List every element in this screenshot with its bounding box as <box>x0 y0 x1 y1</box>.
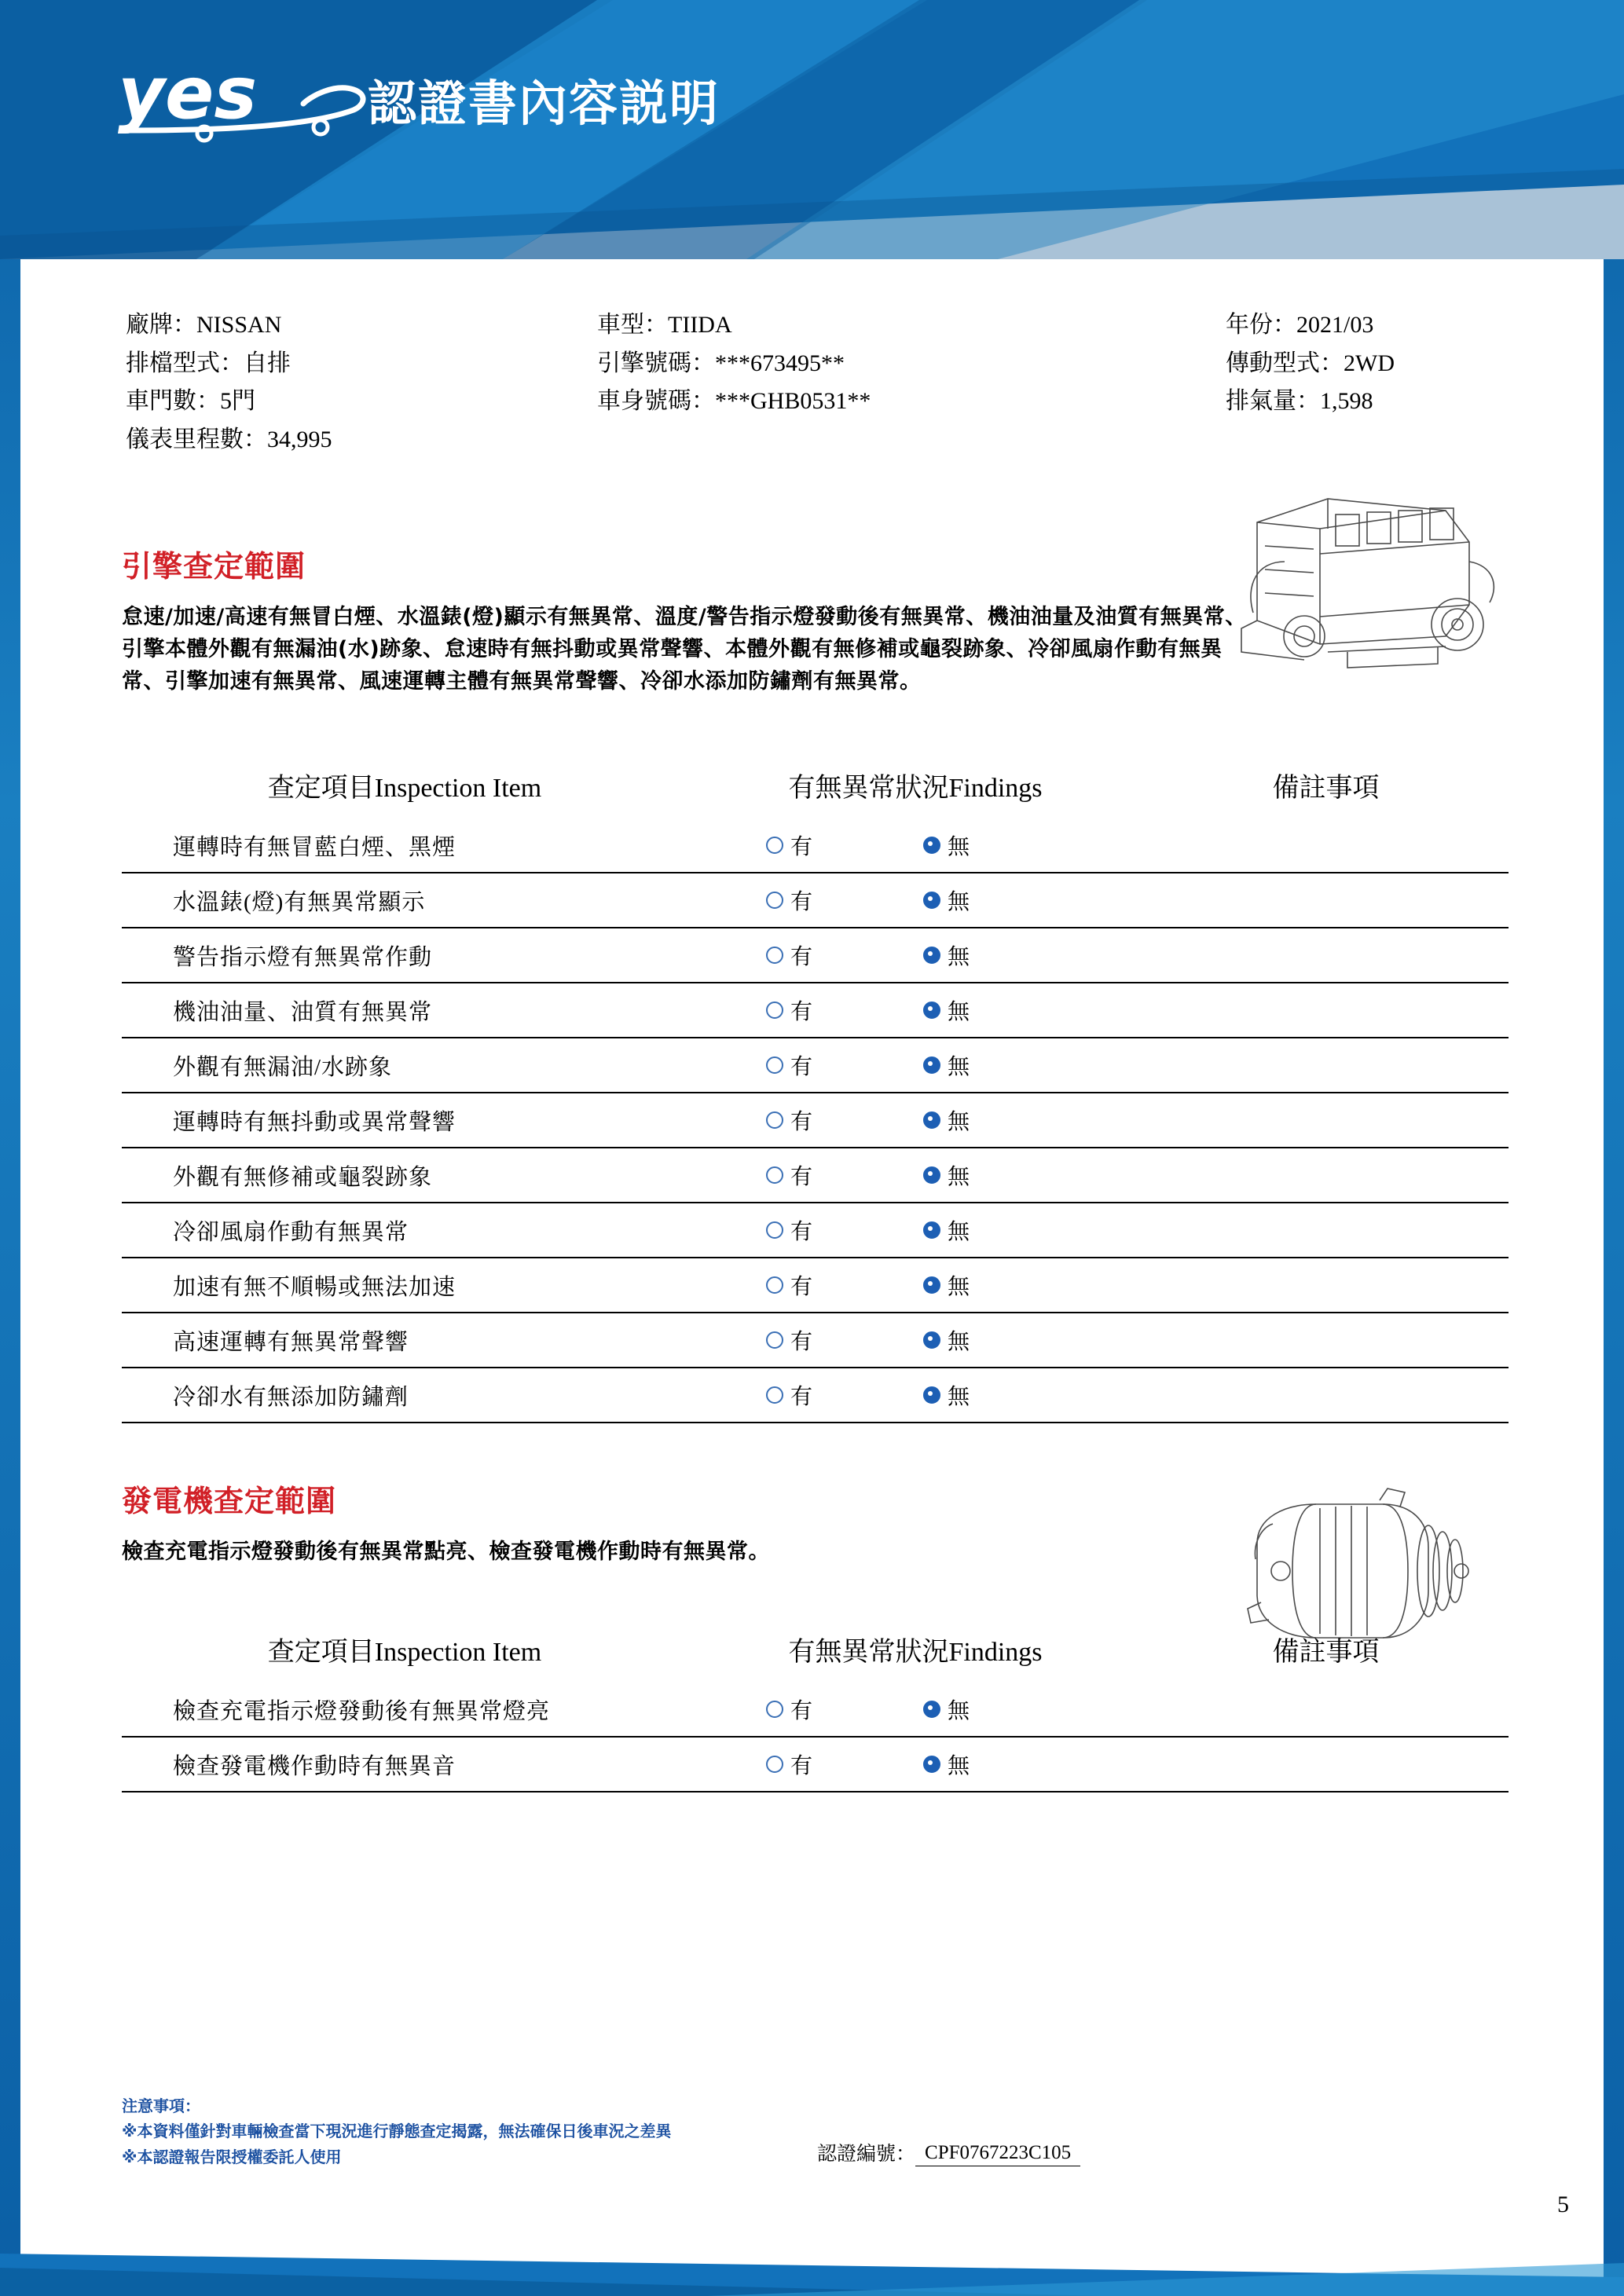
vehicle-info-block <box>126 306 1509 459</box>
footer-notice <box>122 2093 671 2170</box>
radio-no-icon[interactable] <box>923 1002 940 1019</box>
table-row <box>122 1738 1509 1792</box>
inspection-item-label: 外觀有無漏油/水跡象 <box>173 1054 393 1080</box>
option-yes[interactable] <box>766 939 923 971</box>
findings-cell <box>687 994 1143 1026</box>
notice-line-2: ※本認證報告限授權委託人使用 <box>122 2147 342 2166</box>
option-no-label: 無 <box>948 1110 970 1134</box>
certificate-number <box>817 2138 1080 2166</box>
option-yes-label: 有 <box>790 945 813 969</box>
option-yes-label: 有 <box>790 1330 813 1354</box>
radio-no-icon[interactable] <box>923 1166 940 1184</box>
engine-section <box>122 542 1253 698</box>
vehicle-engine-number: 引擎號碼：***673495** <box>597 350 845 376</box>
vehicle-info-row <box>126 345 1509 383</box>
findings-cell <box>687 829 1143 861</box>
option-yes-label: 有 <box>790 1385 813 1409</box>
option-no[interactable] <box>923 1214 970 1246</box>
radio-yes-icon[interactable] <box>766 1056 783 1074</box>
findings-cell <box>687 1104 1143 1136</box>
option-no[interactable] <box>923 939 970 971</box>
column-header-note: 備註事項 <box>1272 774 1380 803</box>
option-no[interactable] <box>923 1049 970 1081</box>
radio-no-icon[interactable] <box>923 892 940 909</box>
page-number: 5 <box>1557 2192 1569 2217</box>
radio-no-icon[interactable] <box>923 1056 940 1074</box>
table-row <box>122 1203 1509 1258</box>
radio-no-icon[interactable] <box>923 1701 940 1718</box>
option-yes-label: 有 <box>790 1165 813 1189</box>
radio-no-icon[interactable] <box>923 1111 940 1129</box>
inspection-item-label: 冷卻風扇作動有無異常 <box>173 1219 409 1245</box>
option-no-label: 無 <box>948 945 970 969</box>
table-row <box>122 1313 1509 1368</box>
vehicle-displacement: 排氣量：1,598 <box>1226 388 1373 415</box>
vehicle-brand: 廠牌：NISSAN <box>126 312 282 338</box>
findings-cell <box>687 1214 1143 1246</box>
option-no[interactable] <box>923 994 970 1026</box>
option-no[interactable] <box>923 1379 970 1411</box>
engine-inspection-table <box>122 766 1509 1423</box>
option-no-label: 無 <box>948 1699 970 1723</box>
option-yes[interactable] <box>766 1159 923 1191</box>
radio-no-icon[interactable] <box>923 1756 940 1773</box>
radio-no-icon[interactable] <box>923 1276 940 1294</box>
column-header-item: 查定項目Inspection Item <box>267 774 542 803</box>
findings-cell <box>687 1379 1143 1411</box>
radio-yes-icon[interactable] <box>766 1701 783 1718</box>
option-yes[interactable] <box>766 829 923 861</box>
option-no[interactable] <box>923 1104 970 1136</box>
table-row <box>122 873 1509 928</box>
option-no-label: 無 <box>948 1220 970 1244</box>
option-no-label: 無 <box>948 1000 970 1024</box>
radio-no-icon[interactable] <box>923 1221 940 1239</box>
option-yes-label: 有 <box>790 1275 813 1299</box>
column-header-note: 備註事項 <box>1272 1638 1380 1667</box>
inspection-item-label: 外觀有無修補或龜裂跡象 <box>173 1164 433 1190</box>
table-row <box>122 928 1509 983</box>
option-no[interactable] <box>923 1159 970 1191</box>
option-yes[interactable] <box>766 1049 923 1081</box>
engine-illustration <box>1210 467 1524 727</box>
inspection-item-label: 冷卻水有無添加防鏽劑 <box>173 1384 409 1410</box>
alternator-section-title: 發電機查定範圍 <box>122 1484 337 1518</box>
vehicle-model: 車型：TIIDA <box>597 312 732 338</box>
option-no-label: 無 <box>948 1330 970 1354</box>
findings-cell <box>687 1694 1143 1725</box>
vehicle-transmission: 排檔型式：自排 <box>126 350 291 376</box>
findings-cell <box>687 884 1143 916</box>
inspection-item-label: 檢查充電指示燈發動後有無異常燈亮 <box>173 1698 551 1724</box>
inspection-item-label: 加速有無不順暢或無法加速 <box>173 1274 456 1300</box>
vehicle-info-row <box>126 306 1509 345</box>
option-no[interactable] <box>923 1694 970 1725</box>
vehicle-drive-type: 傳動型式：2WD <box>1226 350 1395 376</box>
option-yes[interactable] <box>766 1324 923 1356</box>
table-row <box>122 1258 1509 1313</box>
vehicle-info-row <box>126 421 1509 460</box>
radio-yes-icon[interactable] <box>766 1756 783 1773</box>
findings-cell <box>687 1269 1143 1301</box>
table-row <box>122 1093 1509 1148</box>
page-header <box>0 0 1624 259</box>
option-yes[interactable] <box>766 1104 923 1136</box>
findings-cell <box>687 1159 1143 1191</box>
radio-yes-icon[interactable] <box>766 1221 783 1239</box>
option-yes-label: 有 <box>790 1110 813 1134</box>
option-yes[interactable] <box>766 1694 923 1725</box>
radio-yes-icon[interactable] <box>766 1386 783 1404</box>
option-yes[interactable] <box>766 994 923 1026</box>
option-no-label: 無 <box>948 1055 970 1079</box>
radio-yes-icon[interactable] <box>766 1111 783 1129</box>
inspection-item-label: 運轉時有無抖動或異常聲響 <box>173 1109 456 1135</box>
findings-cell <box>687 939 1143 971</box>
radio-yes-icon[interactable] <box>766 1331 783 1349</box>
column-header-findings: 有無異常狀況Findings <box>788 1638 1043 1667</box>
vehicle-mileage: 儀表里程數：34,995 <box>126 426 332 452</box>
table-row <box>122 1148 1509 1203</box>
option-no-label: 無 <box>948 1754 970 1778</box>
alternator-section-description: 檢查充電指示燈發動後有無異常點亮、檢查發電機作動時有無異常。 <box>122 1540 770 1564</box>
table-row <box>122 1038 1509 1093</box>
page-title: 認證書內容説明 <box>368 75 720 132</box>
radio-yes-icon[interactable] <box>766 837 783 854</box>
certificate-number-label: 認證編號： <box>817 2144 916 2165</box>
table-row <box>122 818 1509 873</box>
option-yes[interactable] <box>766 1269 923 1301</box>
inspection-item-label: 運轉時有無冒藍白煙、黑煙 <box>173 834 456 860</box>
option-yes[interactable] <box>766 884 923 916</box>
table-row <box>122 1368 1509 1423</box>
vehicle-info-row <box>126 383 1509 421</box>
yes-logo <box>118 55 377 149</box>
radio-yes-icon[interactable] <box>766 1276 783 1294</box>
right-blue-strip <box>1604 0 1624 2296</box>
option-yes[interactable] <box>766 1214 923 1246</box>
option-yes-label: 有 <box>790 1000 813 1024</box>
option-no-label: 無 <box>948 1385 970 1409</box>
option-yes[interactable] <box>766 1749 923 1780</box>
inspection-item-label: 檢查發電機作動時有無異音 <box>173 1753 456 1779</box>
radio-no-icon[interactable] <box>923 1331 940 1349</box>
inspection-item-label: 機油油量、油質有無異常 <box>173 999 433 1025</box>
table-row <box>122 983 1509 1038</box>
engine-section-title: 引擎查定範圍 <box>122 549 306 584</box>
vehicle-body-number: 車身號碼：***GHB0531** <box>597 388 871 415</box>
column-header-findings: 有無異常狀況Findings <box>788 774 1043 803</box>
radio-yes-icon[interactable] <box>766 1166 783 1184</box>
radio-yes-icon[interactable] <box>766 947 783 964</box>
left-blue-strip <box>0 0 20 2296</box>
findings-cell <box>687 1749 1143 1780</box>
table-header-row <box>122 1630 1509 1683</box>
radio-yes-icon[interactable] <box>766 1002 783 1019</box>
option-no[interactable] <box>923 1324 970 1356</box>
vehicle-year: 年份：2021/03 <box>1226 312 1374 338</box>
findings-cell <box>687 1049 1143 1081</box>
alternator-inspection-table <box>122 1630 1509 1792</box>
inspection-item-label: 警告指示燈有無異常作動 <box>173 944 433 970</box>
inspection-item-label: 水溫錶(燈)有無異常顯示 <box>173 889 426 915</box>
option-no[interactable] <box>923 1749 970 1780</box>
column-header-item: 查定項目Inspection Item <box>267 1638 542 1667</box>
alternator-section <box>122 1477 1253 1568</box>
option-no-label: 無 <box>948 835 970 859</box>
option-yes[interactable] <box>766 1379 923 1411</box>
table-header-row <box>122 766 1509 818</box>
option-yes-label: 有 <box>790 1699 813 1723</box>
option-yes-label: 有 <box>790 1220 813 1244</box>
findings-cell <box>687 1324 1143 1356</box>
option-yes-label: 有 <box>790 1055 813 1079</box>
certificate-number-value: CPF0767223C105 <box>915 2142 1080 2166</box>
option-no[interactable] <box>923 1269 970 1301</box>
footer-banner-graphic <box>0 2233 1624 2296</box>
notice-line-1: ※本資料僅針對車輛檢查當下現況進行靜態查定揭露，無法確保日後車況之差異 <box>122 2122 672 2141</box>
radio-yes-icon[interactable] <box>766 892 783 909</box>
inspection-item-label: 高速運轉有無異常聲響 <box>173 1329 409 1355</box>
option-no[interactable] <box>923 829 970 861</box>
svg-text:yes: yes <box>118 55 258 135</box>
table-row <box>122 1683 1509 1738</box>
option-no-label: 無 <box>948 890 970 914</box>
radio-no-icon[interactable] <box>923 1386 940 1404</box>
radio-no-icon[interactable] <box>923 837 940 854</box>
option-yes-label: 有 <box>790 1754 813 1778</box>
engine-section-description: 怠速/加速/高速有無冒白煙、水溫錶(燈)顯示有無異常、溫度/警告指示燈發動後有無異常、機油油量及油質有無異常、引擎本體外觀有無漏油(水)跡象、怠速時有無抖動或異常聲響、本體外觀有無修補或龜裂跡象、冷卻風扇作動有無異常、引擎加速有無異常、風速運轉主體有無異常聲響、冷卻水添加防鏽劑有無異常。 <box>122 605 1247 694</box>
option-no-label: 無 <box>948 1275 970 1299</box>
option-yes-label: 有 <box>790 835 813 859</box>
vehicle-door-count: 車門數：5門 <box>126 388 255 415</box>
radio-no-icon[interactable] <box>923 947 940 964</box>
notice-title: 注意事項： <box>122 2096 200 2115</box>
option-no[interactable] <box>923 884 970 916</box>
option-yes-label: 有 <box>790 890 813 914</box>
option-no-label: 無 <box>948 1165 970 1189</box>
